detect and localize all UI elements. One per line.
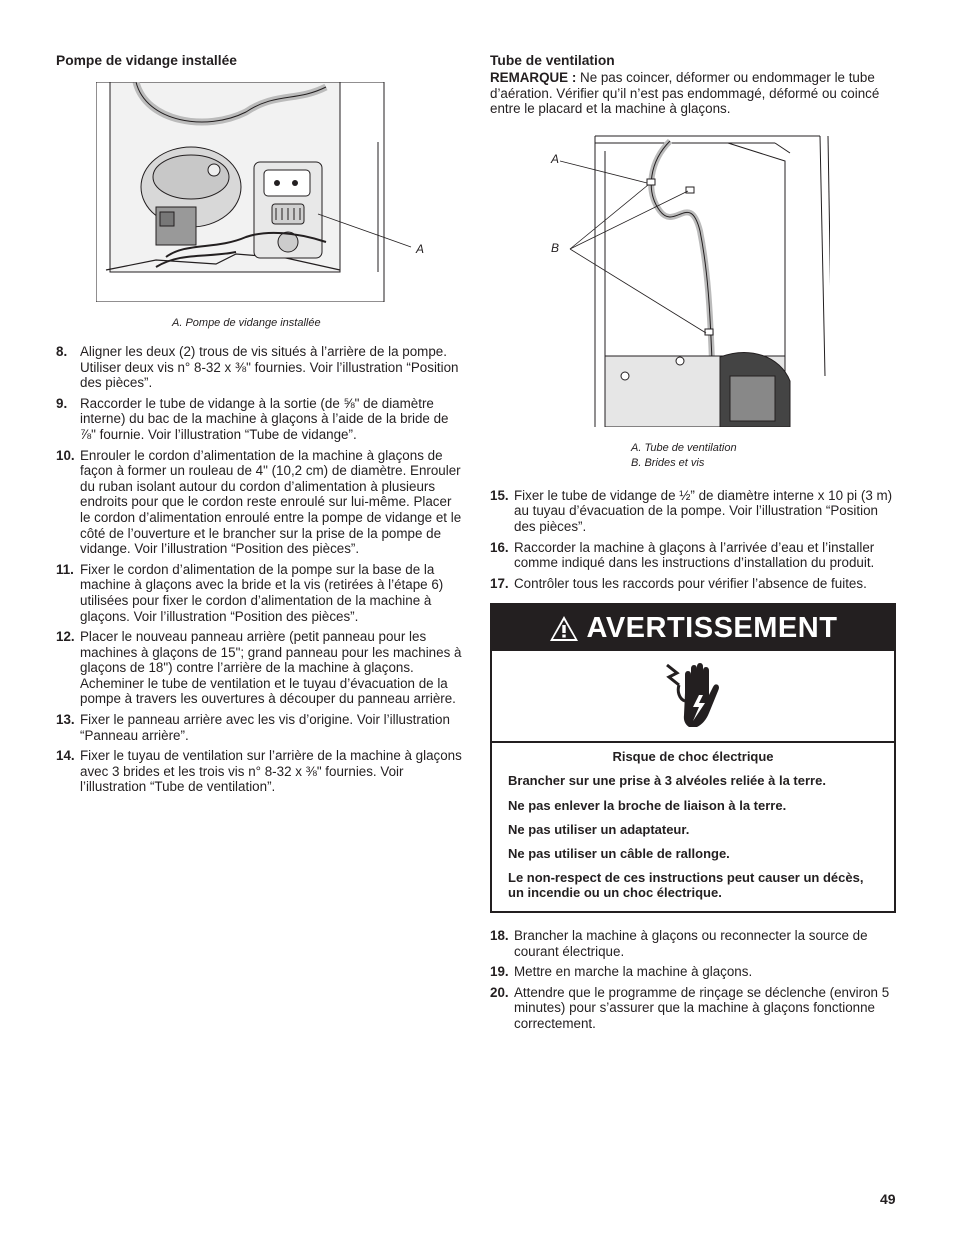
page-number: 49	[880, 1191, 896, 1207]
vent-tube-drawing	[550, 131, 830, 427]
warning-line: Ne pas enlever la broche de liaison à la terre.	[508, 797, 787, 813]
warning-line: Brancher sur une prise à 3 alvéoles reliée à la terre.	[508, 773, 826, 789]
list-item: 16. Raccorder la machine à glaçons à l’arrivée d’eau et l’installer comme indiqué dans les instructions d’installation du produit.	[490, 539, 875, 571]
warning-header	[492, 605, 894, 651]
list-item: 20. Attendre que le programme de rinçage se déclenche (environ 5 minutes) pour s’assurer que la machine à glaçons fonctionne correctement.	[490, 984, 890, 1031]
list-item: 13. Fixer le panneau arrière avec les vis d’origine. Voir l’illustration “Panneau arrière”.	[56, 712, 450, 743]
note-paragraph	[490, 70, 898, 117]
list-item: 12. Placer le nouveau panneau arrière (petit panneau pour les machines à glaçons de 15"; grand panneau pour les machines à glaçons de 18") contre l’arrière de la machine à glaçons. Acheminer le tube de ventilation et le tuyau d’évacuation de la pompe à travers les ouvertures à découper du panneau arrière.	[56, 629, 462, 707]
list-item: 9. Raccorder le tube de vidange à la sortie (de ⅝" de diamètre interne) du bac de la machine à glaçons à l’aide de la bride de ⅞" fournie. Voir l’illustration “Tube de vidange”.	[56, 395, 449, 442]
step-list-left	[56, 344, 464, 795]
list-item: 14. Fixer le tuyau de ventilation sur l’arrière de la machine à glaçons avec 3 brides et les trois vis n° 8-32 x ⅜" fournies. Voir l’illustration “Tube de ventilation”.	[56, 748, 462, 795]
list-item: 10. Enrouler le cordon d’alimentation de la machine à glaçons de façon à former un rouleau de 4" (10,2 cm) de diamètre. Enrouler du ruban isolant autour du cordon d’alimentation à plusieurs endroits pour que le cordon reste enroulé sur lui-même. Placer le cordon d’alimentation enroulé entre la pompe de vidange et le côté de l’ouverture et le brancher sur la prise de la pompe de vidange. Voir l’illustration “Position des pièces”.	[56, 447, 462, 557]
left-column	[56, 52, 464, 800]
warning-box	[490, 603, 896, 913]
drain-pump-drawing	[96, 82, 426, 302]
warning-title: AVERTISSEMENT	[586, 611, 838, 644]
note-label: REMARQUE :	[490, 70, 577, 85]
figure-label-a: A	[551, 151, 560, 166]
drain-pump-illustration	[96, 82, 426, 302]
warning-line: Le non-respect de ces instructions peut causer un décès, un incendie ou un choc électrique.	[508, 869, 864, 901]
warning-triangle-icon	[549, 615, 579, 642]
vent-tube-illustration	[550, 131, 830, 427]
electric-shock-hand-icon	[663, 659, 723, 733]
right-column	[490, 52, 898, 1037]
warning-icon-box	[492, 651, 894, 743]
warning-subtitle: Risque de choc électrique	[612, 749, 774, 765]
figure-caption: A. Pompe de vidange installée	[172, 317, 321, 329]
warning-line: Ne pas utiliser un câble de rallonge.	[508, 845, 730, 861]
list-item: 11. Fixer le cordon d’alimentation de la pompe sur la base de la machine à glaçons avec la bride et la vis (retirées à l’étape 6) utilisées pour fixer le cordon d’alimentation de la machine à glaçons. Voir l’illustration “Position des pièces”.	[56, 561, 444, 624]
list-item: 18. Brancher la machine à glaçons ou reconnecter la source de courant électrique.	[490, 928, 868, 959]
list-item: 19. Mettre en marche la machine à glaçons.	[490, 964, 753, 980]
figure-label-a: A	[416, 242, 425, 256]
warning-body	[492, 743, 894, 911]
list-item: 15. Fixer le tube de vidange de ½” de diamètre interne x 10 pi (3 m) au tuyau d’évacuation de la pompe. Voir l’illustration “Position des pièces”.	[490, 487, 893, 534]
warning-line: Ne pas utiliser un adaptateur.	[508, 821, 690, 837]
figure-caption-a: A. Tube de ventilation	[631, 441, 737, 454]
section-heading-vent-tube: Tube de ventilation	[490, 53, 615, 68]
section-heading-drain-pump: Pompe de vidange installée	[56, 53, 237, 68]
list-item: 17. Contrôler tous les raccords pour vérifier l’absence de fuites.	[490, 575, 867, 591]
figure-label-b: B	[551, 240, 560, 255]
step-list-after-warning	[490, 928, 898, 1032]
step-list-right	[490, 488, 898, 592]
figure-caption-b: B. Brides et vis	[631, 456, 705, 469]
note-text: Ne pas coincer, déformer ou endommager le tube d’aération. Vérifier qu’il n’est pas endommagé, déformé ou coincé entre le placard et la machine à glaçons.	[490, 70, 880, 117]
list-item: 8. Aligner les deux (2) trous de vis situés à l’arrière de la pompe. Utiliser deux vis n° 8-32 x ⅜" fournies. Voir l’illustration “Position des pièces”.	[56, 344, 459, 391]
